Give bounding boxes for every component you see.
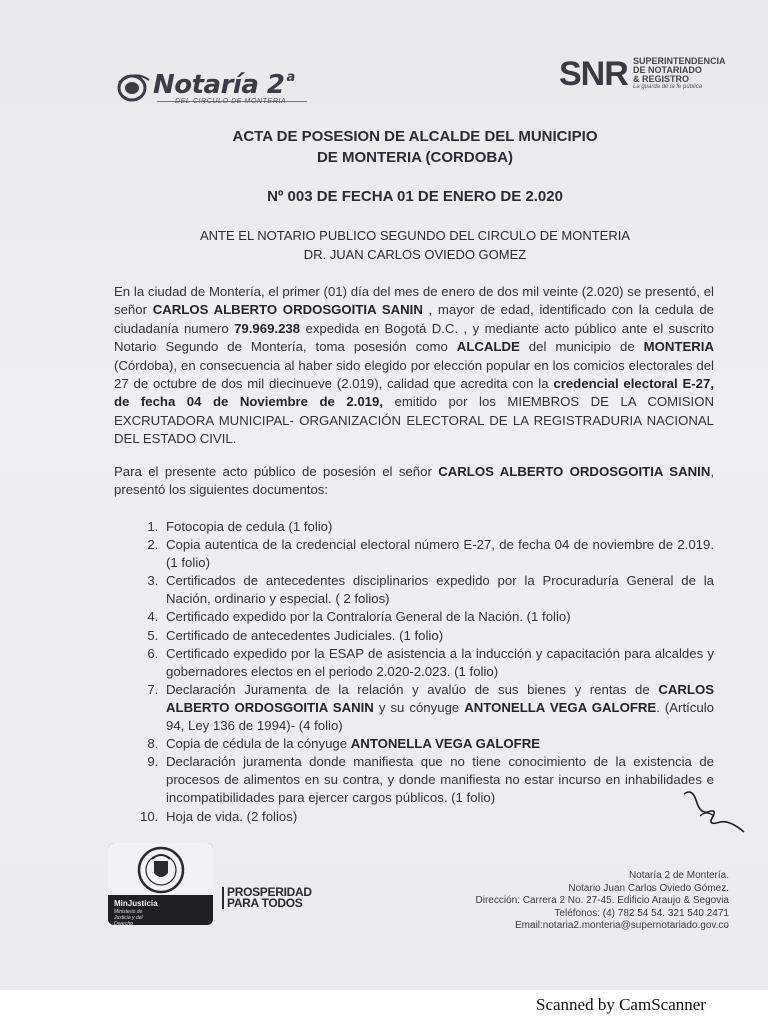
text-run: , presentó los siguientes documentos: [114,464,715,498]
notary-line2: DR. JUAN CARLOS OVIEDO GOMEZ [303,247,527,262]
text-run: Declaración juramenta donde manifiesta que no tiene conocimiento de la existencia de procesos de alimentos en su contra, y donde manifiesta no estar incurso en inhabilidades e incompatibilidades para ejercer cargos públicos. (1 folio) [166,754,714,806]
camscanner-watermark: Scanned by CamScanner [536,995,706,1014]
contact-line: Notaría 2 de Montería. [628,870,729,881]
notary-contact-block [476,870,729,933]
text-run: del municipio de [519,339,644,355]
notaria-emblem-icon [117,72,151,102]
text-run: (Córdoba), en consecuencia al haber sido elegido por elección popular en los comicios electorales del 27 de octubre de dos mil diecinueve (2.019), calidad que acredita con la [114,357,714,392]
document-list-item [162,681,714,735]
text-run: Certificados de antecedentes disciplinarios expedido por la Procuraduría General de la Nación, ordinario y especial. ( 2 folios) [166,573,714,607]
document-title-line2: DE MONTERIA (CORDOBA) [316,149,514,166]
text-run: Copia autentica de la credencial electoral número E-27, de fecha 04 de noviembre de 2.019. (1 folio) [166,537,714,571]
notaria-logo [117,70,317,110]
text-run: En la ciudad de Montería, el primer (01) día del mes de enero de dos mil veinte (2.020) se presentó, el señor [114,284,714,318]
text-run: Para el presente acto público de posesión el señor [114,464,439,479]
text-run: . (Artículo 94, Ley 136 de 1994)- (4 folio) [166,699,714,734]
bold-text: CARLOS ALBERTO ORDOSGOITIA SANIN [166,681,714,715]
documents-list [114,518,714,826]
text-run: Copia de cédula de la cónyuge [166,736,351,752]
text-run: Certificado expedido por la Contraloría General de la Nación. (1 folio) [166,609,571,625]
contact-line: Notario Juan Carlos Oviedo Gómez. [568,882,729,894]
contact-line: Dirección: Carrera 2 No. 27-45. Edificio Araujo & Segovia [475,895,729,907]
notaria-logo-name: Notaría 2 $^a$ [153,70,295,100]
text-run: Fotocopia de cedula (1 folio) [166,519,333,534]
text-run: , mayor de edad, identificado con la cedula de ciudadanía numero [114,302,714,336]
signature-mark [678,786,748,838]
bold-text: CARLOS ALBERTO ORDOSGOITIA SANIN [152,302,423,318]
minjusticia-logo [108,843,213,925]
text-run: Hoja de vida. (2 folios) [166,808,298,824]
bold-text: credencial electoral E-27, de fecha 04 de Noviembre de 2.019, [114,376,715,410]
document-list-item [162,627,714,645]
text-run: expedida en Bogotá D.C. , y mediante acto público ante el suscrito Notario Segundo de Montería, toma posesión como [114,320,714,355]
snr-logo [559,55,734,95]
notary-line1: ANTE EL NOTARIO PUBLICO SEGUNDO DEL CIRCULO DE MONTERIA [199,228,631,243]
documents-intro-paragraph [114,463,714,500]
document-list-item [162,735,714,753]
document-list-item [162,753,714,807]
minjusticia-subtitle: Ministerio de Justicia y del Derecho [114,909,143,927]
notaria-logo-subtitle: DEL CIRCULO DE MONTERIA [175,98,287,105]
act-number: Nº 003 DE FECHA 01 DE ENERO DE 2.020 [267,188,563,205]
bold-text: ANTONELLA VEGA GALOFRE [350,736,541,752]
possession-paragraph [114,283,714,449]
document-list-item [162,518,714,536]
bold-text: ANTONELLA VEGA GALOFRE [464,699,657,715]
text-run: Declaración Juramenta de la relación y avalúo de sus bienes y rentas de [166,681,659,697]
document-list-item [162,536,714,572]
text-run: Certificado de antecedentes Judiciales. (1 folio) [166,627,444,643]
minjusticia-name: MinJusticia [114,899,158,908]
snr-logo-fullname: SUPERINTENDENCIA DE NOTARIADO & REGISTRO [633,56,726,84]
text-run: emitido por los MIEMBROS DE LA COMISION EXCRUTADORA MUNICIPAL- ORGANIZACIÓN ELECTORAL DE LA REGISTRADURIA NACIONAL DEL ESTADO CIVIL. [114,394,714,447]
document-list-item [162,645,714,681]
document-list-item [162,808,714,826]
contact-line: Teléfonos: (4) 782 54 54. 321 540 2471 [554,907,729,919]
bold-text: CARLOS ALBERTO ORDOSGOITIA SANIN [438,464,711,479]
text-run: Certificado expedido por la ESAP de asistencia a la inducción y capacitación para alcaldes y gobernadores electos en el periodo 2.020-2.023. (1 folio) [166,645,714,679]
document-title-line1: ACTA DE POSESION DE ALCALDE DEL MUNICIPIO [232,128,598,145]
prosperidad-logo: PROSPERIDAD PARA TODOS [222,887,312,909]
colombia-coat-of-arms-icon [134,845,188,895]
bold-text: 79.969.238 [234,320,301,336]
bold-text: MONTERIA [643,339,714,355]
snr-logo-tagline: La guarda de la fe pública [633,84,703,90]
bold-text: ALCALDE [456,339,520,355]
contact-email: Email:notaria2.monteria@supernotariado.gov.co [515,920,729,932]
document-list-item [162,608,714,626]
snr-logo-acronym: SNR [559,55,628,93]
text-run: y su cónyuge [373,699,465,715]
document-list-item [162,572,714,608]
